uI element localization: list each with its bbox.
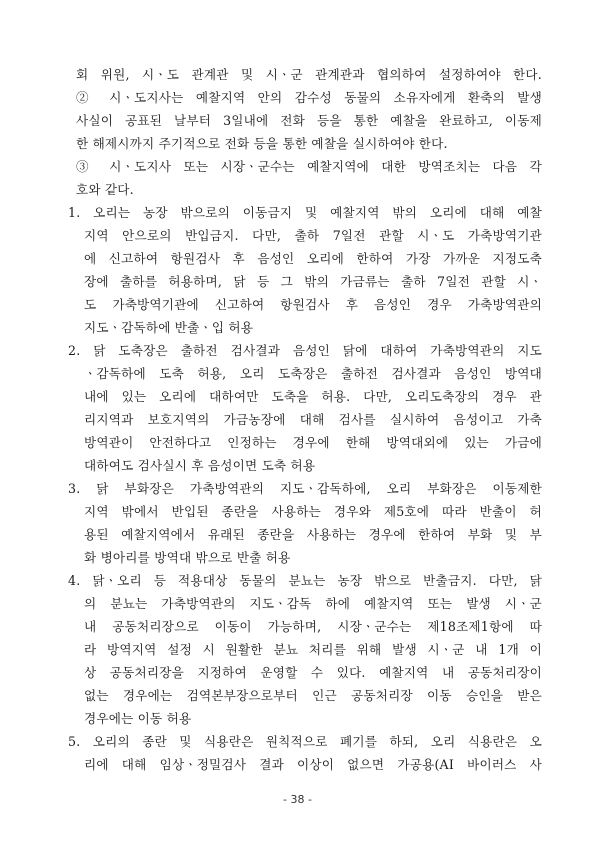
list-item-5: 5. 오리의 종란 및 식용란은 원칙적으로 폐기를 하되, 오리 식용란은 오 — [68, 734, 542, 749]
text-line: 장에 출하를 허용하며, 닭 등 그 밖의 가금류는 출하 7일전 관할 시ㆍ — [84, 274, 542, 289]
text-line: ③ 시ㆍ도지사 또는 시장ㆍ군수는 예찰지역에 대한 방역조치는 다음 각 — [76, 159, 542, 174]
text-line: 리지역과 보호지역의 가금농장에 대해 검사를 실시하여 음성이고 가축 — [84, 412, 542, 427]
text-line: 대하여도 검사실시 후 음성이면 도축 허용 — [84, 458, 316, 473]
text-line: 호와 같다. — [76, 182, 134, 197]
text-line: 사실이 공표된 날부터 3일내에 전화 등을 통한 예찰을 완료하고, 이동제 — [76, 113, 542, 128]
text-line: 회 위원, 시ㆍ도 관계관 및 시ㆍ군 관계관과 협의하여 설정하여야 한다. — [76, 67, 542, 82]
text-line: ㆍ감독하에 도축 허용, 오리 도축장은 출하전 검사결과 음성인 방역대 — [84, 366, 542, 381]
text-line: 도 가축방역기관에 신고하여 항원검사 후 음성인 경우 가축방역관의 — [84, 297, 542, 312]
text-line: 지도ㆍ감독하에 반출ㆍ입 허용 — [84, 320, 254, 335]
text-line: 상 공동처리장을 지정하여 운영할 수 있다. 예찰지역 내 공동처리장이 — [84, 665, 542, 680]
list-item-1: 1. 오리는 농장 밖으로의 이동금지 및 예찰지역 밖의 오리에 대해 예찰 — [68, 205, 542, 220]
text-line: 없는 경우에는 검역본부장으로부터 인근 공동처리장 이동 승인을 받은 — [84, 688, 542, 703]
list-item-2: 2. 닭 도축장은 출하전 검사결과 음성인 닭에 대하여 가축방역관의 지도 — [68, 343, 542, 358]
text-line: 한 해제시까지 주기적으로 전화 등을 통한 예찰을 실시하여야 한다. — [76, 136, 448, 151]
page-number: - 38 - — [283, 793, 312, 806]
text-line: 리에 대해 임상ㆍ정밀검사 결과 이상이 없으면 가공용(AI 바이러스 사 — [84, 757, 542, 772]
text-line: 지역 밖에서 반입된 종란을 사용하는 경우와 제5호에 따라 반출이 허 — [84, 504, 542, 519]
text-line: 내 공동처리장으로 이동이 가능하며, 시장ㆍ군수는 제18조제1항에 따 — [84, 619, 542, 634]
text-line: 방역관이 안전하다고 인정하는 경우에 한해 방역대외에 있는 가금에 — [84, 435, 542, 450]
text-line: 에 신고하여 항원검사 후 음성인 오리에 한하여 가장 가까운 지정도축 — [84, 251, 542, 266]
text-line: 화 병아리를 방역대 밖으로 반출 허용 — [84, 550, 291, 565]
text-line: 라 방역지역 설정 시 원활한 분뇨 처리를 위해 발생 시ㆍ군 내 1개 이 — [84, 642, 542, 657]
list-item-3: 3. 닭 부화장은 가축방역관의 지도ㆍ감독하에, 오리 부화장은 이동제한 — [68, 481, 542, 496]
text-line: 의 분뇨는 가축방역관의 지도ㆍ감독 하에 예찰지역 또는 발생 시ㆍ군 — [84, 596, 542, 611]
text-line: 용된 예찰지역에서 유래된 종란을 사용하는 경우에 한하여 부화 및 부 — [84, 527, 542, 542]
text-line: 경우에는 이동 허용 — [84, 711, 192, 726]
text-line: ② 시ㆍ도지사는 예찰지역 안의 감수성 동물의 소유자에게 환축의 발생 — [76, 90, 542, 105]
text-line: 지역 안으로의 반입금지. 다만, 출하 7일전 관할 시ㆍ도 가축방역기관 — [84, 228, 542, 243]
list-item-4: 4. 닭ㆍ오리 등 적용대상 동물의 분뇨는 농장 밖으로 반출금지. 다만, 닭 — [68, 573, 542, 588]
text-line: 내에 있는 오리에 대하여만 도축을 허용. 다만, 오리도축장의 경우 관 — [84, 389, 542, 404]
